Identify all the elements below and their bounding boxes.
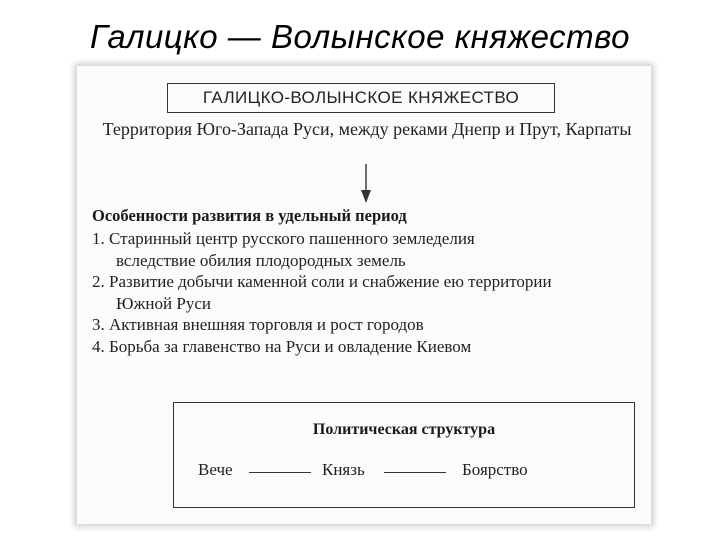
territory-text: Территория Юго-Запада Руси, между реками Днепр и Прут, Карпаты	[102, 119, 632, 139]
down-arrow-icon	[360, 164, 372, 204]
diagram-scan	[77, 66, 651, 524]
features-heading: Особенности развития в удельный период	[92, 206, 407, 225]
connector-line-left	[249, 472, 311, 473]
feature-item-1-continued: вследствие обилия плодородных земель	[116, 250, 406, 270]
features-list	[92, 228, 648, 357]
feature-item-2: 2. Развитие добычи каменной соли и снабжение ею территории	[92, 272, 552, 291]
political-structure-box	[173, 402, 635, 508]
node-boyarstvo: Боярство	[462, 460, 528, 479]
diagram-header-box: ГАЛИЦКО-ВОЛЫНСКОЕ КНЯЖЕСТВО	[167, 83, 555, 113]
node-knyaz: Князь	[322, 460, 365, 479]
political-heading: Политическая структура	[312, 421, 496, 438]
feature-item-3: 3. Активная внешняя торговля и рост городов	[92, 315, 424, 334]
node-veche: Вече	[198, 460, 233, 479]
feature-item-1: 1. Старинный центр русского пашенного земледелия	[92, 229, 475, 248]
feature-item-2-continued: Южной Руси	[116, 293, 211, 313]
slide-title: Галицко — Волынское княжество	[90, 18, 630, 55]
feature-item-4: 4. Борьба за главенство на Руси и овладение Киевом	[92, 336, 472, 356]
connector-line-right	[384, 472, 446, 473]
